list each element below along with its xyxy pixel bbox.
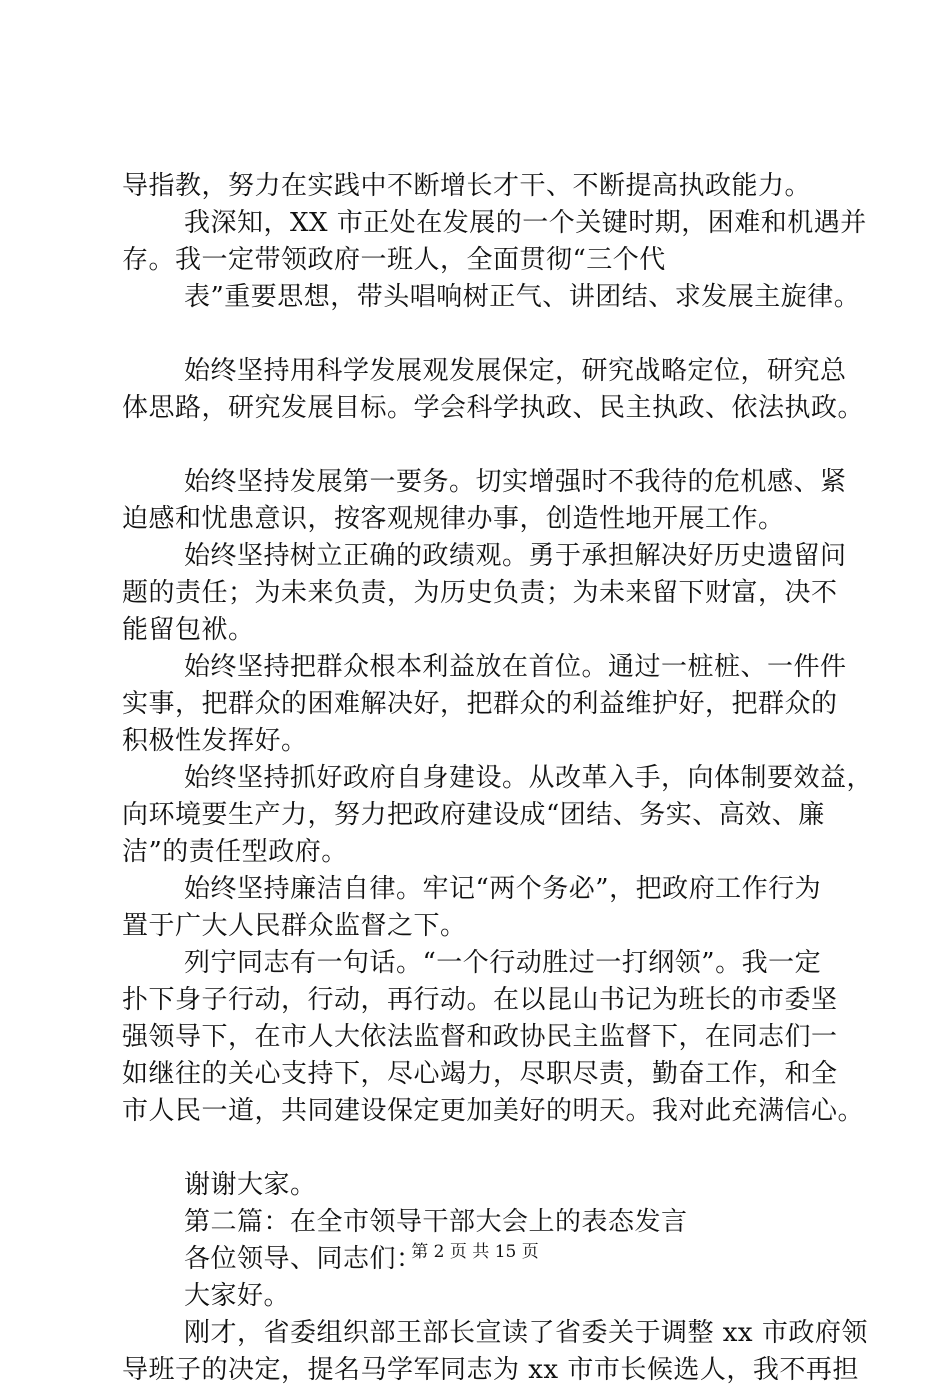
paragraph-start: 列宁同志有一句话。“一个行动胜过一打纲领”。我一定	[184, 948, 822, 978]
paragraph-start: 始终坚持用科学发展观发展保定，研究战略定位，研究总	[184, 356, 847, 386]
salutation: 各位领导、同志们：	[184, 1244, 423, 1274]
section-heading: 第二篇：在全市领导干部大会上的表态发言	[184, 1207, 688, 1237]
paragraph-start: 始终坚持树立正确的政绩观。勇于承担解决好历史遗留问	[184, 541, 847, 571]
paragraph-start: 我深知，XX 市正处在发展的一个关键时期，困难和机遇并	[184, 208, 867, 238]
text-line: 体思路，研究发展目标。学会科学执政、民主执政、依法执政。	[122, 393, 865, 423]
blank-line	[122, 1130, 842, 1167]
text-line: 置于广大人民群众监督之下。	[122, 911, 467, 941]
blank-line	[122, 316, 842, 353]
document-body	[122, 168, 874, 1389]
greeting: 大家好。	[184, 1281, 291, 1311]
text-line: 能留包袱。	[122, 615, 255, 645]
text-line: 迫感和忧患意识，按客观规律办事，创造性地开展工作。	[122, 504, 785, 534]
paragraph-start: 始终坚持把群众根本利益放在首位。通过一桩桩、一件件	[184, 652, 847, 682]
text-line: 积极性发挥好。	[122, 726, 308, 756]
paragraph-start: 始终坚持廉洁自律。牢记“两个务必”，把政府工作行为	[184, 874, 822, 904]
paragraph-start: 谢谢大家。	[184, 1170, 317, 1200]
text-line: 导班子的决定，提名马学军同志为 xx 市市长候选人，我不再担	[122, 1355, 859, 1385]
text-line: 市人民一道，共同建设保定更加美好的明天。我对此充满信心。	[122, 1096, 865, 1126]
paragraph-start: 刚才，省委组织部王部长宣读了省委关于调整 xx 市政府领	[184, 1318, 868, 1348]
text-line: 存。我一定带领政府一班人，全面贯彻“三个代	[122, 245, 666, 275]
page-number-footer: 第 2 页 共 15 页	[411, 1242, 539, 1262]
text-line: 实事，把群众的困难解决好，把群众的利益维护好，把群众的	[122, 689, 838, 719]
text-line: 导指教，努力在实践中不断增长才干、不断提高执政能力。	[122, 171, 812, 201]
text-line: 洁”的责任型政府。	[122, 837, 348, 867]
paragraph-start: 始终坚持发展第一要务。切实增强时不我待的危机感、紧	[184, 467, 847, 497]
text-line: 扑下身子行动，行动，再行动。在以昆山书记为班长的市委坚	[122, 985, 838, 1015]
blank-line	[122, 427, 842, 464]
text-line: 表”重要思想，带头唱响树正气、讲团结、求发展主旋律。	[184, 282, 861, 312]
text-line: 如继往的关心支持下，尽心竭力，尽职尽责，勤奋工作，和全	[122, 1059, 838, 1089]
text-line: 向环境要生产力，努力把政府建设成“团结、务实、高效、廉	[122, 800, 825, 830]
paragraph-start: 始终坚持抓好政府自身建设。从改革入手，向体制要效益，	[184, 763, 874, 793]
text-line: 题的责任；为未来负责，为历史负责；为未来留下财富，决不	[122, 578, 838, 608]
text-line: 强领导下，在市人大依法监督和政协民主监督下，在同志们一	[122, 1022, 838, 1052]
